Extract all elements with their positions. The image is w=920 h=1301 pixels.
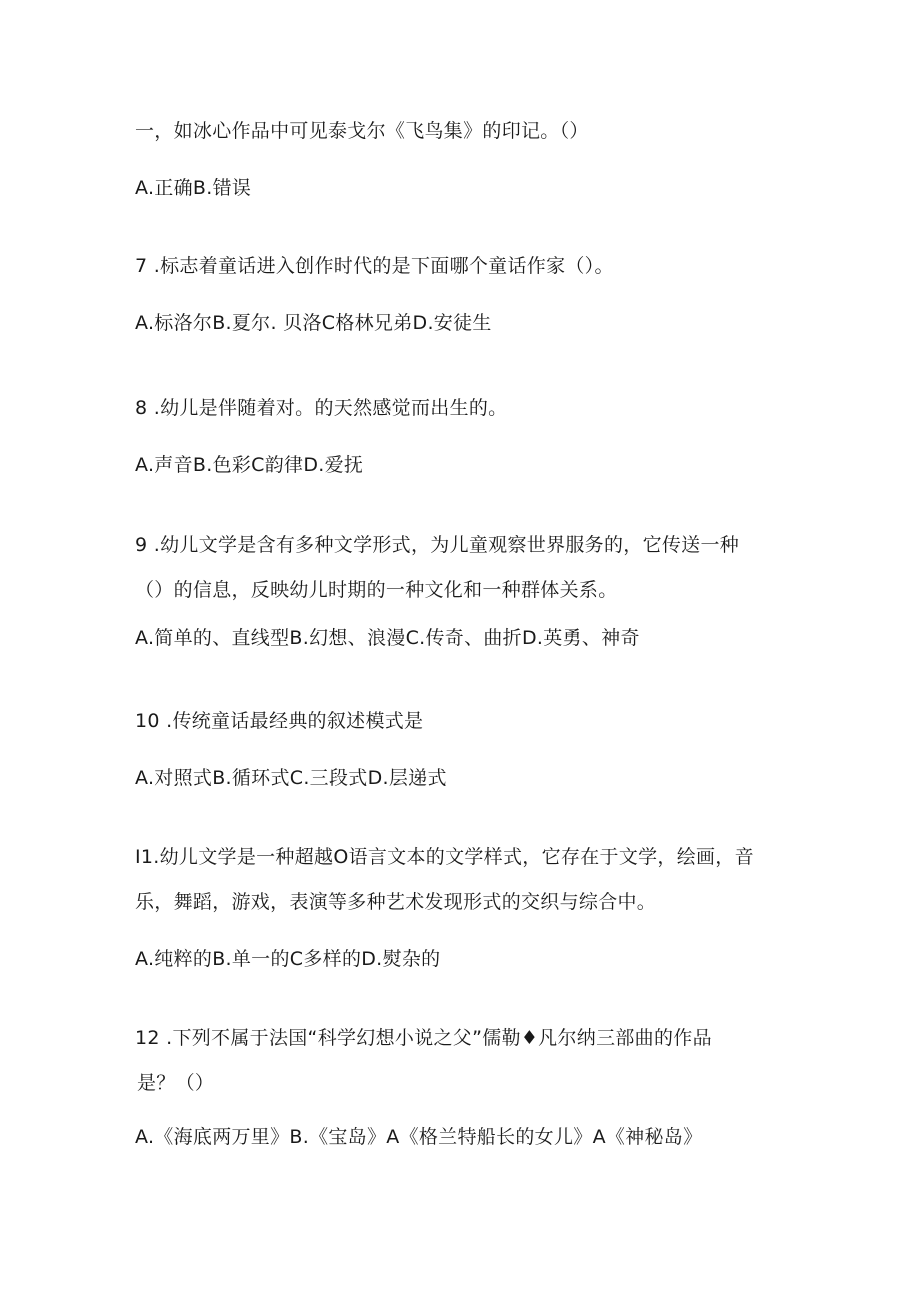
question-stem: 10 .传统童话最经典的叙述模式是 [135, 710, 424, 732]
question-stem: 一，如冰心作品中可见泰戈尔《飞鸟集》的印记。（） [135, 120, 589, 142]
question-options: A.简单的、直线型B.幻想、浪漫C.传奇、曲折D.英勇、神奇 [135, 627, 640, 649]
question-options: A.对照式B.循环式C.三段式D.层递式 [135, 767, 447, 789]
question-stem: 9 .幼儿文学是含有多种文学形式，为儿童观察世界服务的，它传送一种 [135, 534, 740, 556]
question-options: A.正确B.错误 [135, 177, 252, 199]
question-stem: 12 .下列不属于法国“科学幻想小说之父”儒勒♦凡尔纳三部曲的作品 [135, 1027, 712, 1049]
question-stem-continued: 乐，舞蹈，游戏，表演等多种艺术发现形式的交织与综合中。 [135, 891, 657, 913]
question-stem-continued: 是？（） [137, 1072, 215, 1094]
question-options: A.标洛尔B.夏尔. 贝洛C格林兄弟D.安徒生 [135, 312, 492, 334]
question-options: A.《海底两万里》B.《宝岛》A《格兰特船长的女儿》A《神秘岛》 [135, 1126, 703, 1148]
question-stem: 8 .幼儿是伴随着对。的天然感觉而出生的。 [135, 397, 508, 419]
question-stem-continued: （）的信息，反映幼儿时期的一种文化和一种群体关系。 [135, 579, 618, 601]
question-stem: 7 .标志着童话进入创作时代的是下面哪个童话作家（）。 [135, 255, 614, 277]
question-options: A.声音B.色彩C韵律D.爱抚 [135, 454, 364, 476]
question-options: A.纯粹的B.单一的C多样的D.熨杂的 [135, 948, 441, 970]
question-stem: I1.幼儿文学是一种超越O语言文本的文学样式，它存在于文学，绘画，音 [135, 846, 754, 868]
